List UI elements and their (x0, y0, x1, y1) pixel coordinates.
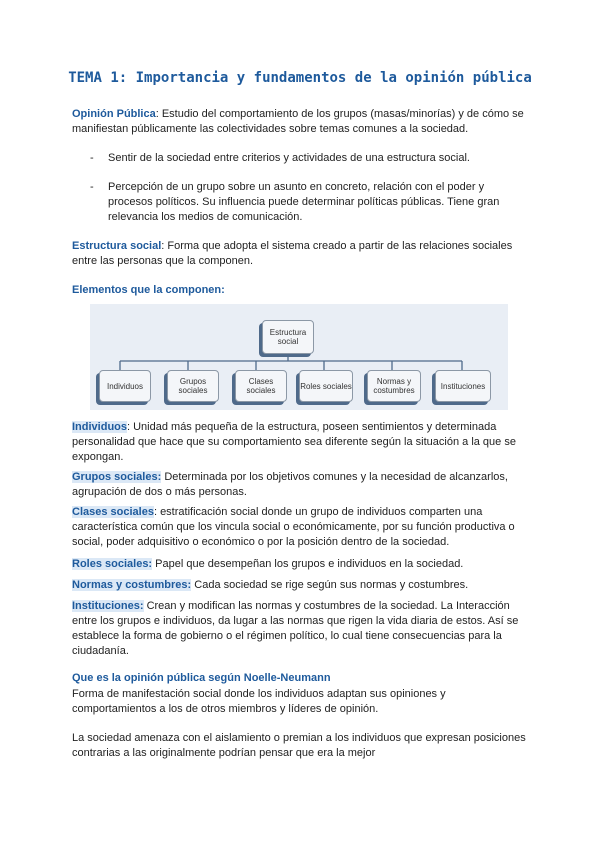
estructura-paragraph (72, 239, 532, 269)
diagram-node-grupos: Grupos sociales (167, 370, 219, 402)
diagram-node-clases: Clases sociales (235, 370, 287, 402)
elements-heading: Elementos que la componen: (72, 284, 225, 296)
term-text: : estratificación social donde un grupo de individuos comparten una característica común que los vincula social o económicamente, por su función productiva o social, poder adquisitivo o económico o por la posición dentro de la sociedad. (72, 506, 515, 548)
bullet-marker: - (90, 181, 94, 193)
definition-clases (72, 505, 532, 550)
diagram-node-instituciones: Instituciones (435, 370, 491, 402)
definition-grupos (72, 470, 532, 500)
noelle-heading: Que es la opinión pública según Noelle-Neumann (72, 672, 331, 684)
term-text: Determinada por los objetivos comunes y la necesidad de alcanzarlos, agrupación de dos o más personas. (72, 471, 508, 498)
term-label: Grupos sociales: (72, 471, 162, 483)
definition-individuos (72, 420, 532, 465)
term-text: Papel que desempeñan los grupos e individuos en la sociedad. (152, 558, 464, 570)
intro-label: Opinión Pública (72, 108, 156, 120)
structure-diagram (90, 304, 508, 410)
term-text: Cada sociedad se rige según sus normas y costumbres. (191, 579, 469, 591)
diagram-root-node: Estructura social (262, 320, 314, 354)
term-label: Roles sociales: (72, 558, 153, 570)
diagram-node-roles: Roles sociales (299, 370, 353, 402)
estructura-label: Estructura social (72, 240, 162, 252)
bullet-marker: - (90, 152, 94, 164)
definition-normas (72, 578, 532, 593)
estructura-text: : Forma que adopta el sistema creado a partir de las relaciones sociales entre las personas que la componen. (72, 240, 513, 267)
intro-paragraph (72, 107, 532, 137)
noelle-text: Forma de manifestación social donde los individuos adaptan sus opiniones y comportamientos a los de otros miembros y líderes de opinión. (72, 688, 446, 715)
term-label: Normas y costumbres: (72, 579, 192, 591)
term-text: : Unidad más pequeña de la estructura, poseen sentimientos y determinada personalidad que hace que su comportamiento sea diferente según la situación a la que se expongan. (72, 421, 516, 463)
definition-roles (72, 557, 532, 572)
closing-paragraph: La sociedad amenaza con el aislamiento o premian a los individuos que expresan posiciones contrarias a las originalmente podrían pensar que era la mejor (72, 732, 526, 759)
intro-text: : Estudio del comportamiento de los grupos (masas/minorías) y de cómo se manifiestan públicamente las colectividades sobre temas comunes a la sociedad. (72, 108, 524, 135)
term-label: Instituciones: (72, 600, 144, 612)
diagram-node-individuos: Individuos (99, 370, 151, 402)
term-label: Clases sociales (72, 506, 154, 518)
term-text: Crean y modifican las normas y costumbres de la sociedad. La Interacción entre los grupos e individuos, da lugar a las normas que rigen la vida diaria de estos. Así se establece la forma de gobierno o el régimen político, lo cual tiene consecuencias para la ciudadanía. (72, 600, 519, 657)
page-title: TEMA 1: Importancia y fundamentos de la opinión pública (68, 70, 532, 86)
diagram-node-normas: Normas y costumbres (367, 370, 421, 402)
bullet-text: Percepción de un grupo sobre un asunto en concreto, relación con el poder y procesos políticos. Su influencia puede determinar políticas públicas. Tiene gran relevancia los medios de comunicación. (108, 181, 500, 223)
definition-instituciones (72, 599, 532, 659)
bullet-text: Sentir de la sociedad entre criterios y actividades de una estructura social. (108, 152, 470, 164)
term-label: Individuos (72, 421, 127, 433)
